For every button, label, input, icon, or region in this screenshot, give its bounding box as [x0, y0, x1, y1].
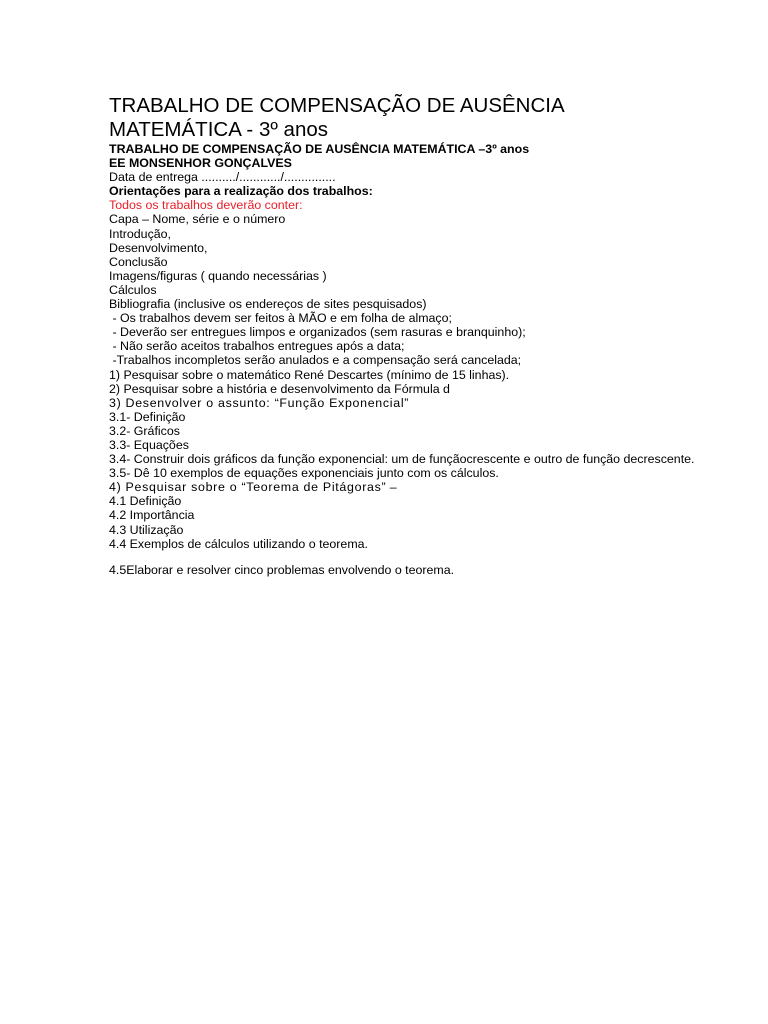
- task-4-text: 4) Pesquisar sobre o “Teorema de Pitágoras”: [109, 480, 387, 495]
- task-3-4: 3.4- Construir dois gráficos da função exponencial: um de funçãocrescente e outro de função decrescente.: [109, 452, 695, 467]
- task-3-list: [109, 410, 729, 452]
- task-4: [109, 480, 729, 494]
- list-item: 4.3 Utilização: [109, 522, 184, 537]
- task-4-5: 4.5Elaborar e resolver cinco problemas envolvendo o teorema.: [109, 562, 455, 577]
- list-item: Introdução,: [109, 226, 171, 241]
- task-3: 3) Desenvolver o assunto: “Função Exponencial”: [109, 395, 410, 410]
- rule-item: - Os trabalhos devem ser feitos à MÃO e em folha de almaço;: [109, 311, 452, 326]
- task-2: 2) Pesquisar sobre a história e desenvolvimento da Fórmula d: [109, 381, 450, 396]
- guidelines-heading: Orientações para a realização dos trabalhos:: [109, 184, 373, 199]
- list-item: 3.1- Definição: [109, 409, 186, 424]
- list-item: Bibliografia (inclusive os endereços de sites pesquisados): [109, 297, 427, 312]
- list-item: 3.3- Equações: [109, 437, 189, 452]
- rule-item: -Trabalhos incompletos serão anulados e a compensação será cancelada;: [109, 353, 522, 368]
- rules-list: [109, 311, 729, 367]
- list-item: 4.4 Exemplos de cálculos utilizando o teorema.: [109, 536, 368, 551]
- list-item: Desenvolvimento,: [109, 240, 208, 255]
- list-item: 4.1 Definição: [109, 494, 182, 509]
- document-title: [109, 94, 729, 142]
- list-item: Capa – Nome, série e o número: [109, 212, 286, 227]
- title-line-2: MATEMÁTICA - 3º anos: [109, 118, 328, 141]
- list-item: Cálculos: [109, 282, 157, 297]
- list-item: 3.2- Gráficos: [109, 423, 180, 438]
- school-name: EE MONSENHOR GONÇALVES: [109, 156, 292, 171]
- title-line-1: TRABALHO DE COMPENSAÇÃO DE AUSÊNCIA: [109, 94, 565, 117]
- list-item: 4.2 Importância: [109, 508, 195, 523]
- task-4-list: [109, 494, 729, 550]
- contents-heading: Todos os trabalhos deverão conter:: [109, 198, 303, 213]
- subtitle: TRABALHO DE COMPENSAÇÃO DE AUSÊNCIA MATEMÁTICA –3º anos: [109, 142, 530, 156]
- rule-item: - Deverão ser entregues limpos e organizados (sem rasuras e branquinho);: [109, 325, 526, 340]
- list-item: Imagens/figuras ( quando necessárias ): [109, 268, 327, 283]
- document-page: [109, 94, 729, 577]
- task-3-5: 3.5- Dê 10 exemplos de equações exponenciais junto com os cálculos.: [109, 466, 499, 481]
- rule-item: - Não serão aceitos trabalhos entregues após a data;: [109, 339, 405, 354]
- task-4-dash: –: [386, 480, 397, 495]
- delivery-date: Data de entrega ........../............/...............: [109, 170, 336, 185]
- contents-list: [109, 212, 729, 311]
- task-1: 1) Pesquisar sobre o matemático René Descartes (mínimo de 15 linhas).: [109, 367, 510, 382]
- list-item: Conclusão: [109, 254, 168, 269]
- document-body: [109, 142, 729, 577]
- spacer: [109, 551, 729, 563]
